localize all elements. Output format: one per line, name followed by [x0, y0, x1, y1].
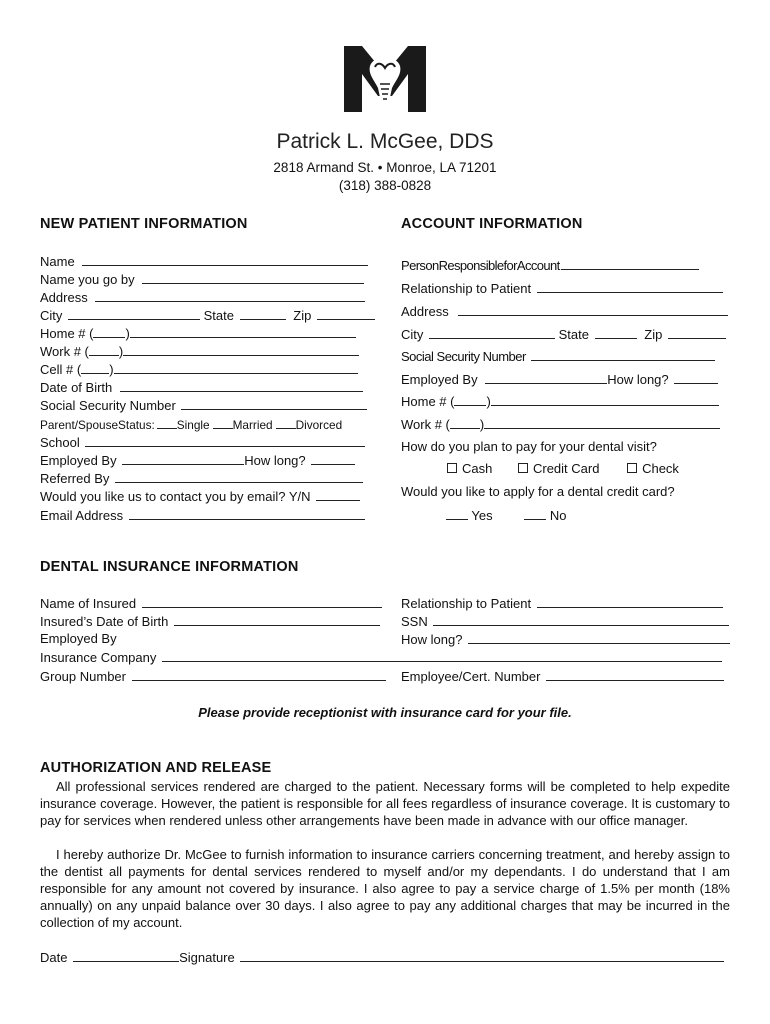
acc-work-field[interactable] — [484, 416, 720, 429]
np-email-contact-label: Would you like us to contact you by email? Y/N — [40, 489, 311, 504]
np-work-label: Work # ( — [40, 344, 89, 359]
np-cell-label: Cell # ( — [40, 362, 82, 377]
acc-pay-question: How do you plan to pay for your dental visit? — [401, 439, 657, 454]
acc-employed-field[interactable] — [485, 371, 607, 384]
np-nickname-row — [40, 271, 364, 288]
acc-responsible-row — [401, 257, 699, 274]
np-home-paren: ) — [125, 326, 130, 341]
ins-name-field[interactable] — [142, 595, 382, 608]
np-state-field[interactable] — [240, 307, 286, 320]
acc-ssn-field[interactable] — [531, 348, 715, 361]
acc-relationship-row — [401, 280, 723, 297]
acc-city-field[interactable] — [429, 326, 555, 339]
acc-zip-label: Zip — [644, 327, 663, 342]
np-ssn-field[interactable] — [181, 397, 367, 410]
apply-yes-label: Yes — [471, 508, 493, 523]
acc-responsible-label: PersonResponsibleforAccount — [401, 258, 560, 273]
np-city-label: City — [40, 308, 63, 323]
np-school-field[interactable] — [85, 434, 365, 447]
date-field[interactable] — [73, 949, 179, 962]
ins-dob-field[interactable] — [174, 613, 380, 626]
acc-pay-options — [447, 461, 679, 477]
np-school-row — [40, 434, 365, 451]
ins-employee-label: Employee/Cert. Number — [401, 669, 541, 684]
np-work-row — [40, 343, 359, 360]
ins-employee-row — [401, 668, 724, 685]
practice-name: Patrick L. McGee, DDS — [276, 130, 494, 153]
ins-employed-label: Employed By — [40, 631, 117, 646]
np-married-field[interactable] — [213, 416, 233, 429]
acc-state-label: State — [558, 327, 589, 342]
np-home-field[interactable] — [130, 325, 356, 338]
ins-howlong-row — [401, 631, 730, 648]
np-cell-paren: ) — [109, 362, 114, 377]
np-cell-row — [40, 361, 358, 378]
np-cell-field[interactable] — [114, 361, 358, 374]
np-howlong-field[interactable] — [311, 452, 355, 465]
ins-relationship-field[interactable] — [537, 595, 723, 608]
new-patient-heading: NEW PATIENT INFORMATION — [40, 216, 248, 232]
acc-home-row — [401, 393, 719, 410]
np-ssn-label: Social Security Number — [40, 398, 176, 413]
np-name-field[interactable] — [82, 253, 368, 266]
practice-logo — [342, 44, 428, 114]
acc-home-paren: ) — [486, 394, 491, 409]
np-email-row — [40, 507, 365, 524]
acc-address-field[interactable] — [458, 303, 728, 316]
ins-dob-row — [40, 613, 380, 630]
np-married-label: Married — [232, 418, 273, 432]
np-single-field[interactable] — [157, 416, 177, 429]
np-employed-label: Employed By — [40, 453, 117, 468]
np-divorced-label: Divorced — [295, 418, 343, 432]
acc-city-label: City — [401, 327, 424, 342]
np-home-label: Home # ( — [40, 326, 94, 341]
signature-row — [40, 949, 724, 966]
date-label: Date — [40, 950, 68, 965]
np-howlong-label: How long? — [244, 453, 306, 468]
ins-name-row — [40, 595, 382, 612]
ins-company-field[interactable] — [162, 649, 722, 662]
np-referred-label: Referred By — [40, 471, 110, 486]
ins-ssn-row — [401, 613, 729, 630]
np-ssn-row — [40, 397, 367, 414]
ins-relationship-row — [401, 595, 723, 612]
ins-howlong-label: How long? — [401, 632, 463, 647]
acc-apply-question: Would you like to apply for a dental credit card? — [401, 484, 675, 499]
apply-no-field[interactable] — [524, 507, 546, 520]
np-divorced-field[interactable] — [276, 416, 296, 429]
credit-card-label: Credit Card — [532, 461, 600, 476]
np-address-field[interactable] — [95, 289, 365, 302]
ins-company-label: Insurance Company — [40, 650, 157, 665]
cash-checkbox[interactable] — [447, 463, 457, 473]
acc-address-row — [401, 303, 728, 320]
np-dob-field[interactable] — [120, 379, 363, 392]
np-employed-field[interactable] — [122, 452, 244, 465]
np-referred-row — [40, 470, 363, 487]
acc-home-label: Home # ( — [401, 394, 455, 409]
ins-howlong-field[interactable] — [468, 631, 730, 644]
np-name-label: Name — [40, 254, 75, 269]
np-parent-status-label: Parent/SpouseStatus: — [40, 418, 155, 432]
cash-label: Cash — [462, 461, 493, 476]
acc-zip-field[interactable] — [668, 326, 726, 339]
acc-howlong-field[interactable] — [674, 371, 718, 384]
np-work-area-field[interactable] — [89, 343, 119, 356]
acc-work-area-field[interactable] — [450, 416, 480, 429]
ins-dob-label: Insured’s Date of Birth — [40, 614, 169, 629]
ins-group-field[interactable] — [132, 668, 386, 681]
signature-field[interactable] — [240, 949, 724, 962]
acc-work-row — [401, 416, 720, 433]
ins-ssn-label: SSN — [401, 614, 428, 629]
np-cell-area-field[interactable] — [81, 361, 109, 374]
np-city-row — [40, 307, 375, 324]
acc-work-paren: ) — [479, 417, 485, 432]
np-home-area-field[interactable] — [93, 325, 125, 338]
acc-work-label: Work # ( — [401, 417, 450, 432]
np-email-contact-row — [40, 488, 360, 505]
acc-state-field[interactable] — [595, 326, 637, 339]
acc-apply-options — [446, 507, 566, 524]
apply-no-label: No — [549, 508, 567, 523]
np-employed-row — [40, 452, 355, 469]
np-name-row — [40, 253, 368, 270]
acc-home-field[interactable] — [491, 393, 719, 406]
acc-ssn-label: Social Security Number — [401, 349, 526, 364]
practice-phone: (318) 388-0828 — [338, 178, 432, 193]
np-school-label: School — [40, 435, 80, 450]
np-single-label: Single — [176, 418, 210, 432]
signature-label: Signature — [179, 950, 235, 965]
np-nickname-field[interactable] — [142, 271, 364, 284]
np-dob-row — [40, 379, 363, 396]
np-referred-field[interactable] — [115, 470, 363, 483]
acc-relationship-field[interactable] — [537, 280, 723, 293]
ins-group-label: Group Number — [40, 669, 126, 684]
np-address-row — [40, 289, 365, 306]
np-work-paren: ) — [118, 344, 124, 359]
insurance-heading: DENTAL INSURANCE INFORMATION — [40, 559, 299, 575]
np-home-row — [40, 325, 356, 342]
ins-relationship-label: Relationship to Patient — [401, 596, 532, 611]
np-work-field[interactable] — [123, 343, 359, 356]
ins-name-label: Name of Insured — [40, 596, 137, 611]
acc-address-label: Address — [401, 304, 449, 319]
ins-employee-field[interactable] — [546, 668, 724, 681]
np-address-label: Address — [40, 290, 88, 305]
practice-address: 2818 Armand St. • Monroe, LA 71201 — [273, 160, 497, 175]
account-heading: ACCOUNT INFORMATION — [401, 216, 583, 232]
acc-home-area-field[interactable] — [454, 393, 486, 406]
acc-responsible-field[interactable] — [561, 257, 699, 270]
authorization-paragraph-2: I hereby authorize Dr. McGee to furnish information to insurance carriers concerning treatment, and hereby assign to the dentist all payments for dental services rendered to myself and/or my dependants. I do understand that I am responsible for any amount not covered by insurance. I also agree to pay a service charge of 1.5% per month (18% annually) on any unpaid balance over 30 days. I also agree to pay any additional charges that may be incurred in the collection of my account. — [40, 847, 730, 930]
acc-howlong-label: How long? — [607, 372, 669, 387]
acc-ssn-row — [401, 348, 715, 365]
acc-city-row — [401, 326, 726, 343]
np-email-field[interactable] — [129, 507, 365, 520]
acc-employed-label: Employed By — [401, 372, 478, 387]
check-label: Check — [642, 461, 679, 476]
acc-employed-row — [401, 371, 718, 388]
np-city-field[interactable] — [68, 307, 200, 320]
insurance-card-note: Please provide receptionist with insurance card for your file. — [198, 705, 572, 720]
credit-card-checkbox[interactable] — [518, 463, 528, 473]
check-checkbox[interactable] — [627, 463, 637, 473]
authorization-paragraph-1: All professional services rendered are charged to the patient. Necessary forms will be completed to help expedite insurance coverage. However, the patient is responsible for all fees regardless of insurance coverage. It is customary to pay for services when rendered unless other arrangements have been made in advance with our office manager. — [40, 779, 730, 828]
np-zip-field[interactable] — [317, 307, 375, 320]
ins-employed-row — [40, 631, 117, 647]
np-zip-label: Zip — [293, 308, 312, 323]
ins-ssn-field[interactable] — [433, 613, 729, 626]
np-email-contact-field[interactable] — [316, 488, 360, 501]
np-state-label: State — [203, 308, 234, 323]
np-email-label: Email Address — [40, 508, 124, 523]
ins-group-row — [40, 668, 386, 685]
ins-company-row — [40, 649, 722, 666]
np-parent-status-row — [40, 416, 342, 433]
acc-relationship-label: Relationship to Patient — [401, 281, 532, 296]
apply-yes-field[interactable] — [446, 507, 468, 520]
np-nickname-label: Name you go by — [40, 272, 135, 287]
np-dob-label: Date of Birth — [40, 380, 113, 395]
authorization-heading: AUTHORIZATION AND RELEASE — [40, 760, 272, 776]
